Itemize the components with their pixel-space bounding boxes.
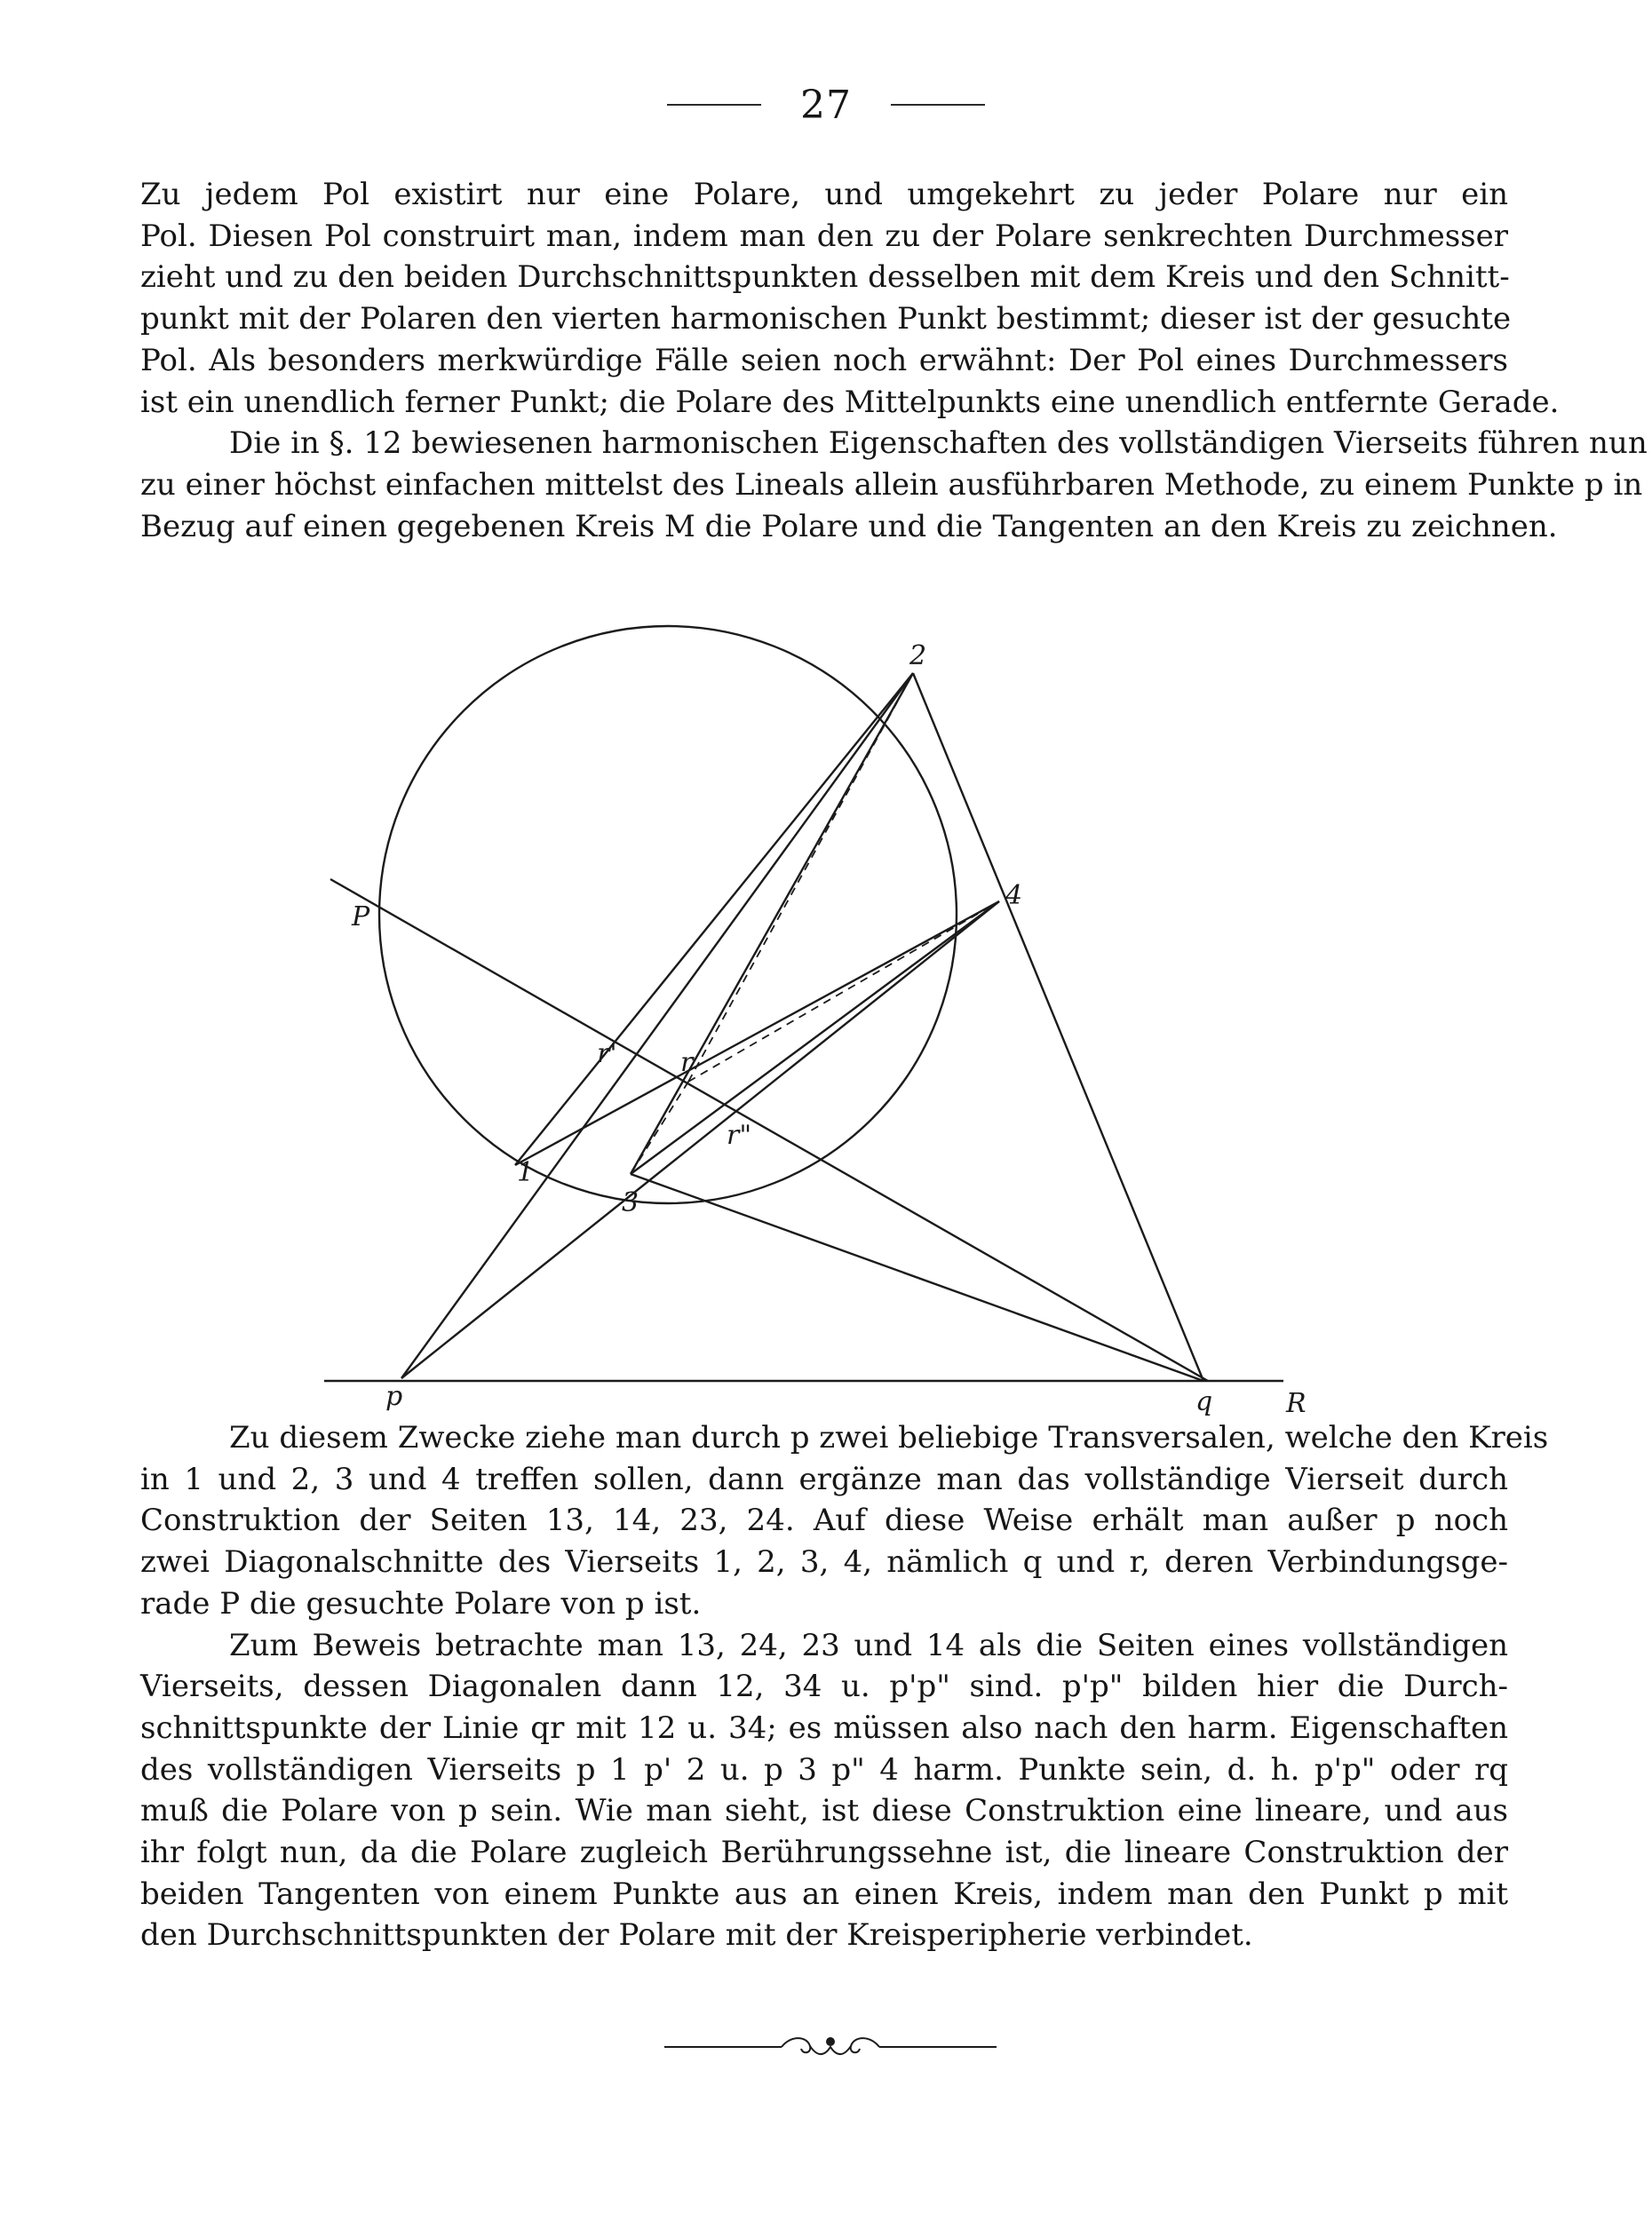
label-r-prime: r' (597, 1038, 617, 1069)
text-line: ist ein unendlich ferner Punkt; die Polare des Mittelpunkts eine unendlich entfernte Gerade. (140, 384, 1560, 420)
figure-circle (379, 626, 957, 1203)
label-3: 3 (622, 1187, 639, 1218)
label-q: q (1195, 1386, 1213, 1417)
label-2: 2 (909, 640, 927, 671)
text-line: Bezug auf einen gegebenen Kreis M die Polare und die Tangenten an den Kreis zu zeichnen. (140, 508, 1558, 544)
line-p-2 (401, 673, 913, 1378)
text-line: Pol. Als besonders merkwürdige Fälle seien noch erwähnt: Der Pol eines Durchmessers (140, 342, 1508, 378)
text-line: beiden Tangenten von einem Punkte aus an einen Kreis, indem man den Punkt p mit (140, 1876, 1508, 1912)
text-line: Vierseits, dessen Diagonalen dann 12, 34 u. p'p" sind. p'p" bilden hier die Durch- (140, 1669, 1508, 1705)
ornament-icon (657, 2027, 1004, 2067)
label-1: 1 (517, 1157, 535, 1188)
page-header (0, 78, 1652, 131)
line-3-4 (631, 901, 999, 1174)
dashed-line-r-3 (631, 1082, 688, 1174)
text-line: in 1 und 2, 3 und 4 treffen sollen, dann ergänze man das vollständige Vierseit durch (140, 1461, 1508, 1497)
text-line: den Durchschnittspunkten der Polare mit der Kreisperipherie verbindet. (140, 1917, 1253, 1954)
header-rule-left (667, 104, 761, 106)
label-r: r (680, 1047, 694, 1078)
dashed-line-r-4 (688, 901, 999, 1082)
figure-canvas (320, 586, 1528, 1430)
text-line: ihr folgt nun, da die Polare zugleich Berührungssehne ist, die lineare Construktion der (140, 1835, 1508, 1871)
line-1-2 (515, 673, 913, 1165)
polar-line (330, 879, 1208, 1381)
label-R: R (1286, 1388, 1307, 1419)
text-line: rade P die gesuchte Polare von p ist. (140, 1585, 702, 1622)
text-line: Construktion der Seiten 13, 14, 23, 24. Auf diese Weise erhält man außer p noch (140, 1503, 1508, 1539)
line-p-4 (401, 901, 999, 1378)
paragraph-2 (140, 1417, 1549, 1956)
line-3-q (631, 1174, 1203, 1381)
text-line: punkt mit der Polaren den vierten harmonischen Punkt bestimmt; dieser ist der gesuchte (140, 301, 1512, 337)
text-line: Zu diesem Zwecke ziehe man durch p zwei beliebige Transversalen, welche den Kreis (229, 1420, 1549, 1456)
header-rule-right (891, 104, 985, 106)
line-1-4 (515, 901, 999, 1165)
text-line: schnittspunkte der Linie qr mit 12 u. 34; es müssen also nach den harm. Eigenschaften (140, 1709, 1508, 1746)
text-line: Die in §. 12 bewiesenen harmonischen Eigenschaften des vollständigen Vierseits führen nun (229, 425, 1648, 462)
label-r-doubleprime: r" (727, 1120, 752, 1151)
text-line: Zum Beweis betrachte man 13, 24, 23 und 14 als die Seiten eines vollständigen (229, 1627, 1508, 1663)
text-line: zu einer höchst einfachen mittelst des Lineals allein ausführbaren Methode, zu einem Punkte p in (140, 466, 1643, 503)
line-3-2 (631, 673, 913, 1174)
page-number: 27 (800, 82, 852, 128)
text-line: zwei Diagonalschnitte des Vierseits 1, 2, 3, 4, nämlich q und r, deren Verbindungsge- (140, 1544, 1508, 1581)
label-P-upper: P (352, 901, 370, 932)
label-4: 4 (1005, 880, 1023, 911)
line-2-q (913, 673, 1203, 1381)
paragraph-1 (140, 174, 1648, 547)
text-line: Pol. Diesen Pol construirt man, indem man den zu der Polare senkrechten Durchmesser (140, 218, 1508, 254)
text-line: muß die Polare von p sein. Wie man sieht, ist diese Construktion eine lineare, und aus (140, 1793, 1508, 1829)
geometry-figure (320, 586, 1528, 1430)
text-line: des vollständigen Vierseits p 1 p' 2 u. p 3 p" 4 harm. Punkte sein, d. h. p'p" oder rq (140, 1751, 1508, 1788)
label-p: p (385, 1381, 403, 1412)
text-line: zieht und zu den beiden Durchschnittspunkten desselben mit dem Kreis und den Schnitt- (140, 259, 1510, 296)
text-line: Zu jedem Pol existirt nur eine Polare, und umgekehrt zu jeder Polare nur ein (140, 177, 1508, 212)
